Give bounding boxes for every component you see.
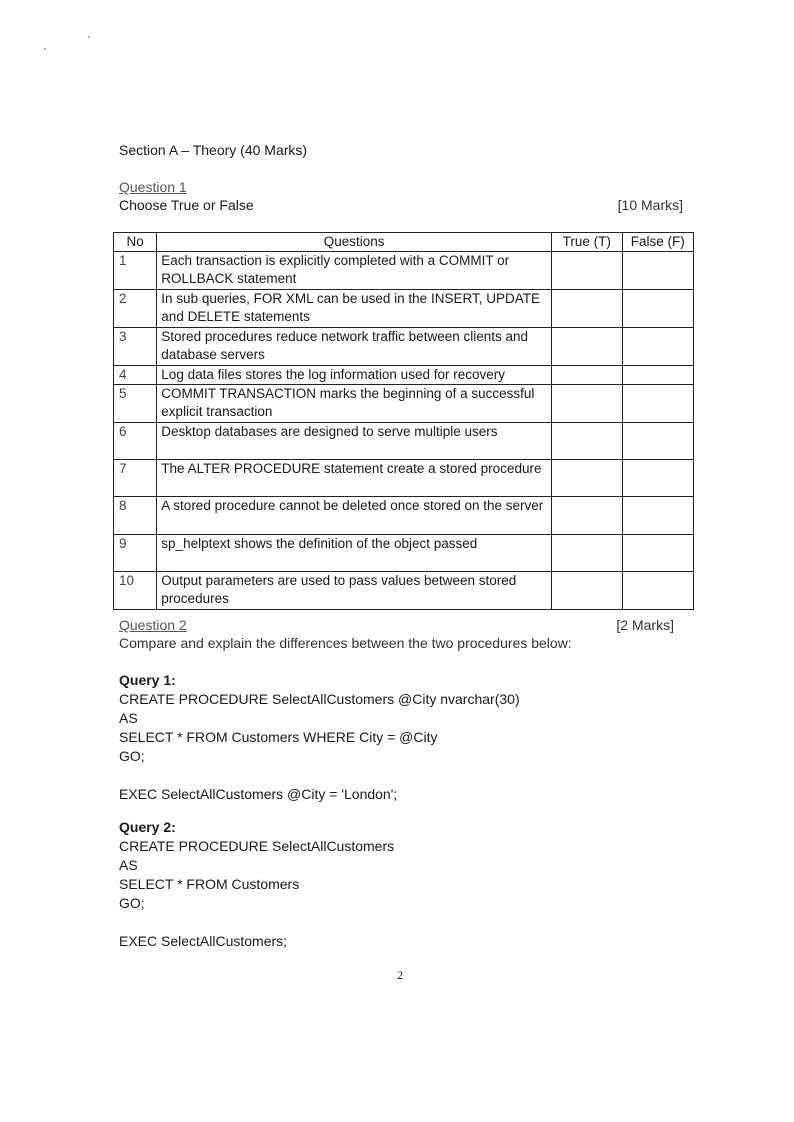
query-1-label: Query 1: <box>119 672 176 688</box>
table-row <box>114 460 694 497</box>
question-2-marks: [2 Marks] <box>616 617 674 633</box>
question-1-instruction: Choose True or False <box>119 197 254 213</box>
row-question: In sub queries, FOR XML can be used in the INSERT, UPDATE and DELETE statements <box>157 290 552 328</box>
code-line: AS <box>119 857 138 873</box>
false-answer-cell[interactable] <box>622 497 694 535</box>
header-questions: Questions <box>157 233 552 252</box>
question-1-marks: [10 Marks] <box>617 197 683 213</box>
true-answer-cell[interactable] <box>552 252 622 290</box>
table-row <box>114 497 694 535</box>
false-answer-cell[interactable] <box>622 460 694 497</box>
table-row <box>114 290 694 328</box>
false-answer-cell[interactable] <box>622 366 694 385</box>
table-row <box>114 366 694 385</box>
section-title: Section A – Theory (40 Marks) <box>119 142 308 158</box>
query-2-block <box>119 818 394 913</box>
table-row <box>114 423 694 460</box>
scan-specks <box>40 36 100 56</box>
page-number: 2 <box>397 968 403 982</box>
query-2-exec: EXEC SelectAllCustomers; <box>119 933 288 949</box>
question-2-instruction: Compare and explain the differences between the two procedures below: <box>119 635 572 651</box>
table-row <box>114 252 694 290</box>
row-question: Stored procedures reduce network traffic between clients and database servers <box>157 328 552 366</box>
code-line: CREATE PROCEDURE SelectAllCustomers <box>119 838 395 854</box>
query-1-block <box>119 671 520 766</box>
question-1-heading: Question 1 <box>119 179 187 195</box>
row-number: 8 <box>114 497 157 535</box>
row-question: Desktop databases are designed to serve multiple users <box>157 423 552 460</box>
row-number: 7 <box>114 460 157 497</box>
row-number: 10 <box>114 572 157 610</box>
row-question: Output parameters are used to pass values between stored procedures <box>157 572 552 610</box>
table-row <box>114 572 694 610</box>
table-row <box>114 385 694 423</box>
row-question: Each transaction is explicitly completed with a COMMIT or ROLLBACK statement <box>157 252 552 290</box>
false-answer-cell[interactable] <box>622 290 694 328</box>
code-line: CREATE PROCEDURE SelectAllCustomers @City nvarchar(30) <box>119 691 520 707</box>
table-row <box>114 328 694 366</box>
table-row <box>114 535 694 572</box>
header-false: False (F) <box>622 233 694 252</box>
row-number: 5 <box>114 385 157 423</box>
code-line: AS <box>119 710 138 726</box>
true-answer-cell[interactable] <box>552 497 622 535</box>
scan-speck <box>88 36 90 38</box>
true-false-table <box>113 232 694 610</box>
row-question: COMMIT TRANSACTION marks the beginning of a successful explicit transaction <box>157 385 552 423</box>
header-no: No <box>114 233 157 252</box>
true-answer-cell[interactable] <box>552 423 622 460</box>
true-answer-cell[interactable] <box>552 328 622 366</box>
query-1-exec: EXEC SelectAllCustomers @City = 'London'; <box>119 786 398 802</box>
true-answer-cell[interactable] <box>552 385 622 423</box>
true-answer-cell[interactable] <box>552 290 622 328</box>
true-answer-cell[interactable] <box>552 366 622 385</box>
row-question: The ALTER PROCEDURE statement create a stored procedure <box>157 460 552 497</box>
row-number: 2 <box>114 290 157 328</box>
row-question: sp_helptext shows the definition of the object passed <box>157 535 552 572</box>
code-line: SELECT * FROM Customers <box>119 876 300 892</box>
false-answer-cell[interactable] <box>622 385 694 423</box>
scan-speck <box>44 48 46 50</box>
code-line: GO; <box>119 748 145 764</box>
header-true: True (T) <box>552 233 622 252</box>
row-question: Log data files stores the log information used for recovery <box>157 366 552 385</box>
row-number: 1 <box>114 252 157 290</box>
table-header-row <box>114 233 694 252</box>
row-question: A stored procedure cannot be deleted once stored on the server <box>157 497 552 535</box>
true-answer-cell[interactable] <box>552 460 622 497</box>
true-answer-cell[interactable] <box>552 535 622 572</box>
row-number: 3 <box>114 328 157 366</box>
code-line: GO; <box>119 895 145 911</box>
false-answer-cell[interactable] <box>622 423 694 460</box>
false-answer-cell[interactable] <box>622 572 694 610</box>
query-2-label: Query 2: <box>119 819 176 835</box>
row-number: 4 <box>114 366 157 385</box>
row-number: 6 <box>114 423 157 460</box>
true-answer-cell[interactable] <box>552 572 622 610</box>
question-2-heading: Question 2 <box>119 617 187 633</box>
false-answer-cell[interactable] <box>622 535 694 572</box>
row-number: 9 <box>114 535 157 572</box>
false-answer-cell[interactable] <box>622 252 694 290</box>
false-answer-cell[interactable] <box>622 328 694 366</box>
code-line: SELECT * FROM Customers WHERE City = @City <box>119 729 438 745</box>
